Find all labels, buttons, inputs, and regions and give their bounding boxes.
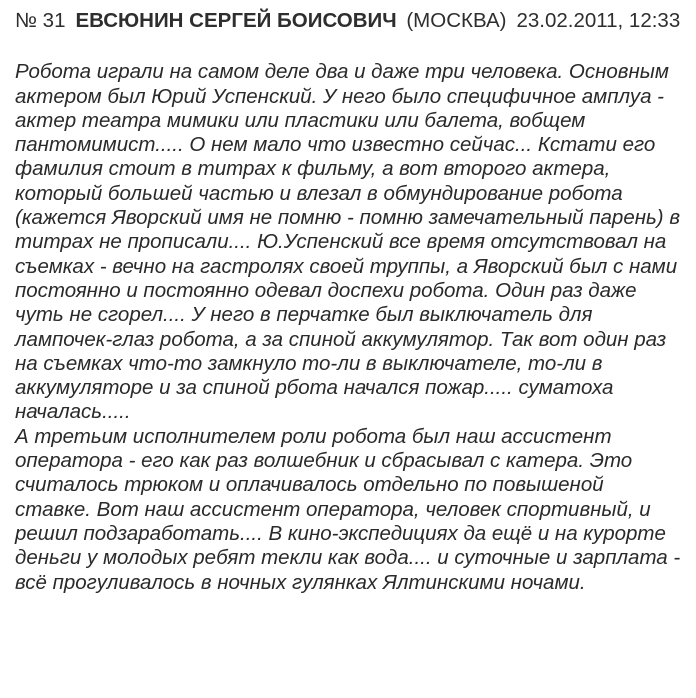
comment-number: № 31 [15,9,66,32]
comment-paragraph: А третьим исполнителем роли робота был наш ассистент оператора - его как раз волшебник и сбрасывал с катера. Это считалось трюком и оплачивалось отдельно по повышеной ставке. Вот наш ассистент оператора, человек спортивный, и решил подзаработать.... В кино-экспедициях да ещё и на курорте деньги у молодых ребят текли как вода.... и суточные и зарплата - всё прогуливалось в ночных гулянках Ялтинскими ночами. [15,424,681,594]
comment-body [15,36,684,595]
comment-header [15,8,684,34]
comment-paragraph: Робота играли на самом деле два и даже три человека. Основным актером был Юрий Успенский. У него было специфичное амплуа - актер театра мимики или пластики или балета, вобщем пантомимист..... О нем мало что известно сейчас... Кстати его фамилия стоит в титрах к фильму, а вот второго актера, который большей частью и влезал в обмундирование робота (кажется Яворский имя не помню - помню замечательный парень) в титрах не прописали.... Ю.Успенский все время отсутствовал на съемках - вечно на гастролях своей труппы, а Яворский был с нами постоянно и постоянно одевал доспехи робота. Один раз даже чуть не сгорел.... У него в перчатке был выключатель для лампочек-глаз робота, а за спиной аккумулятор. Так вот один раз на съемках что-то замкнуло то-ли в выключателе, то-ли в аккумуляторе и за спиной рбота начался пожар..... суматоха началась..... [15,60,681,424]
comment-author: ЕВСЮНИН СЕРГЕЙ БОИСОВИЧ [75,9,397,32]
comment-city: (МОСКВА) [406,9,507,32]
comment-date: 23.02.2011, 12:33 [516,9,681,32]
